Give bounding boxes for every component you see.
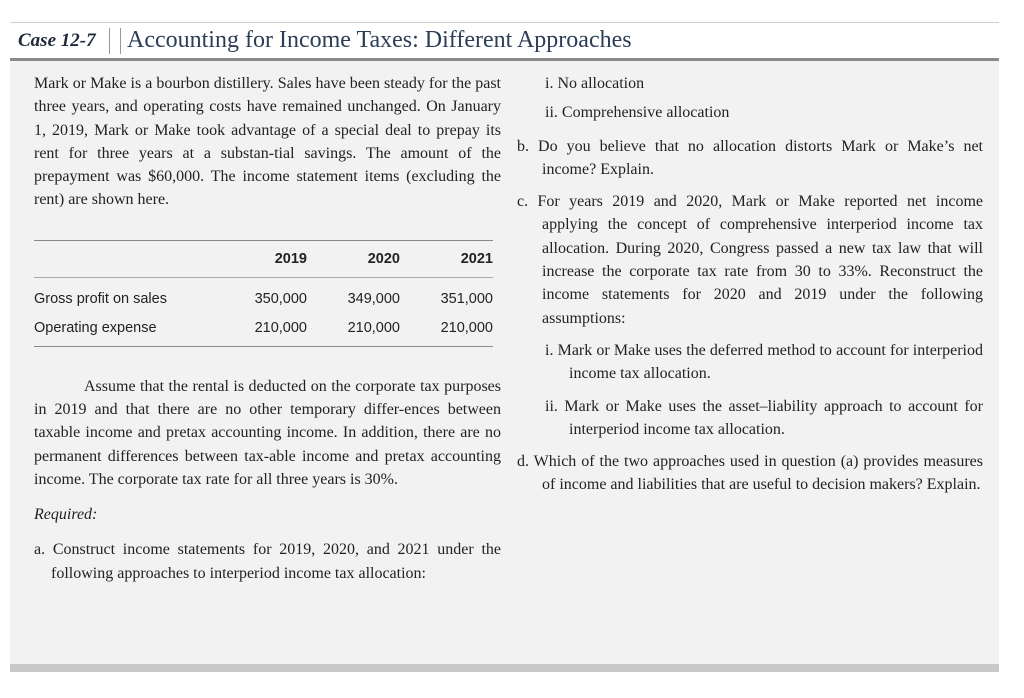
intro-paragraph: Mark or Make is a bourbon distillery. Sales have been steady for the past three years, and operating costs have remained unchanged. On January 1, 2019, Mark or Make took advantage of a special deal to prepay its rent for three years at a substan-tial savings. The amount of the prepayment was $60,000. The income statement items (excluding the rent) are shown here.	[34, 75, 501, 209]
case-number: Case 12-7	[18, 30, 96, 51]
table-row	[34, 313, 493, 346]
left-column	[34, 72, 501, 585]
table-cell: Operating expense	[34, 313, 214, 346]
required-label: Required:	[34, 506, 98, 524]
table-row	[34, 278, 493, 314]
assumption-paragraph: Assume that the rental is deducted on the corporate tax purposes in 2019 and that there are no other temporary differ-ences between taxable income and pretax accounting income. In addition, there are no permanent differences between tax-able income and pretax accounting income. The corporate tax rate for all three years is 30%.	[34, 377, 501, 488]
question-b: b. Do you believe that no allocation distorts Mark or Make’s net income? Explain.	[517, 137, 983, 178]
income-items-table	[34, 240, 493, 347]
question-a-ii: ii. Comprehensive allocation	[545, 104, 730, 122]
question-c-i: i. Mark or Make uses the deferred method to account for interperiod income tax allocation.	[545, 341, 983, 383]
table-cell: Gross profit on sales	[34, 291, 167, 308]
table-cell: 350,000	[254, 291, 307, 308]
table-header-cell: 2021	[400, 240, 493, 277]
case-title: Accounting for Income Taxes: Different Approaches	[127, 27, 632, 53]
question-d: d. Which of the two approaches used in question (a) provides measures of income and liabilities that are useful to decision makers? Explain.	[517, 453, 983, 494]
top-rule	[10, 22, 999, 23]
header-divider	[109, 28, 121, 54]
question-c-ii: ii. Mark or Make uses the asset–liability approach to account for interperiod income tax allocation.	[545, 397, 983, 438]
question-a: a. Construct income statements for 2019, 2020, and 2021 under the following approaches to interperiod income tax allocation:	[34, 541, 501, 582]
table-header-cell: 2019	[214, 240, 307, 277]
table-cell: 349,000	[347, 291, 400, 308]
question-c: c. For years 2019 and 2020, Mark or Make reported net income applying the concept of comprehensive interperiod income tax allocation. During 2020, Congress passed a new tax law that will increase the corporate tax rate from 30 to 33%. Reconstruct the income statements for 2020 and 2019 under the following assumptions:	[517, 193, 983, 327]
right-column	[517, 72, 983, 506]
table-header-row	[34, 240, 493, 277]
case-body-panel	[10, 58, 999, 672]
table-cell: 210,000	[307, 313, 400, 346]
table-cell: 351,000	[440, 291, 493, 308]
table-header-cell: 2020	[307, 240, 400, 277]
table-header-cell	[34, 240, 214, 277]
table-cell: 210,000	[214, 313, 307, 346]
case-header	[10, 24, 999, 58]
question-a-i: i. No allocation	[545, 75, 645, 92]
table-cell: 210,000	[400, 313, 493, 346]
